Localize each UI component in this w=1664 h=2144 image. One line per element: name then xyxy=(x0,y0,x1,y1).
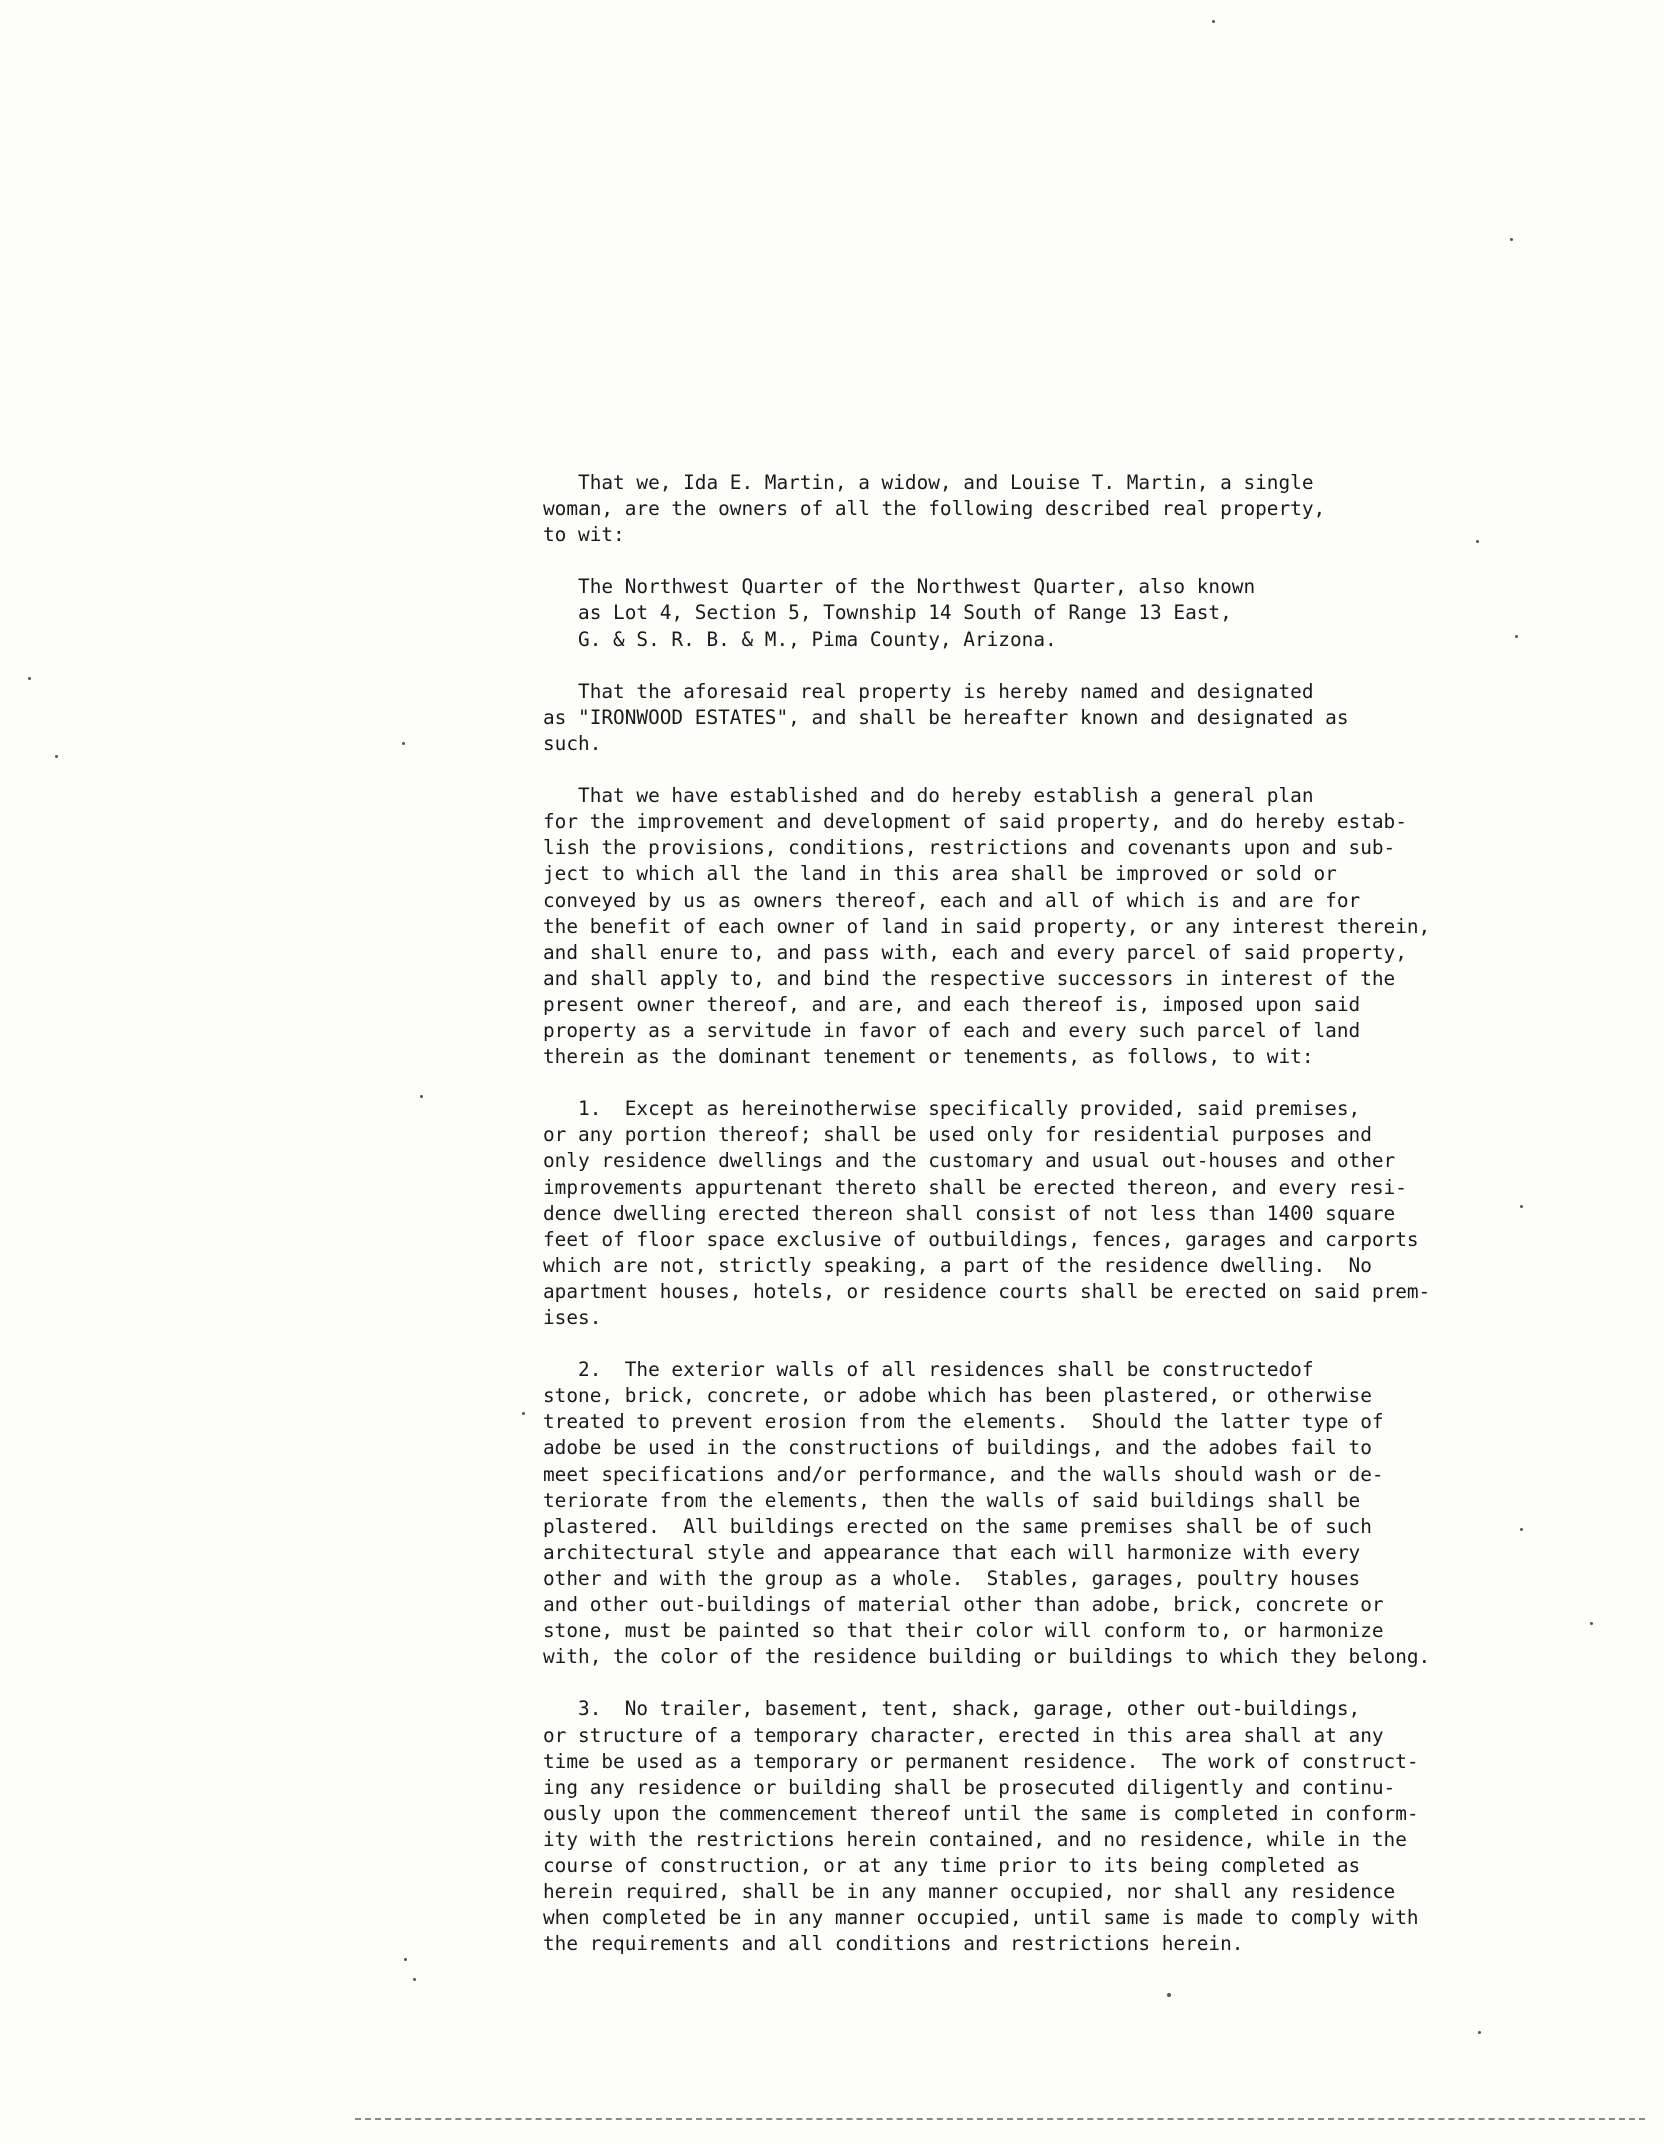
paragraph xyxy=(543,470,1543,548)
text-line: apartment houses, hotels, or residence courts shall be erected on said prem- xyxy=(543,1279,1431,1303)
text-line: 3. No trailer, basement, tent, shack, garage, other out-buildings, xyxy=(543,1697,1361,1721)
text-line: herein required, shall be in any manner occupied, nor shall any residence xyxy=(543,1880,1396,1904)
text-line: to wit: xyxy=(543,523,625,547)
paragraph xyxy=(543,679,1543,757)
text-line: The Northwest Quarter of the Northwest Quarter, also known xyxy=(543,575,1256,599)
scan-speck xyxy=(522,1412,525,1415)
text-line: treated to prevent erosion from the elements. Should the latter type of xyxy=(543,1410,1384,1434)
text-line: plastered. All buildings erected on the same premises shall be of such xyxy=(543,1514,1372,1538)
text-line: property as a servitude in favor of each and every such parcel of land xyxy=(543,1018,1361,1042)
text-line: and shall apply to, and bind the respective successors in interest of the xyxy=(543,966,1396,990)
text-line: for the improvement and development of said property, and do hereby estab- xyxy=(543,810,1407,834)
paragraph-gap xyxy=(543,1331,1543,1357)
text-line: such. xyxy=(543,731,602,755)
text-line: or any portion thereof; shall be used only for residential purposes and xyxy=(543,1123,1372,1147)
paragraph xyxy=(543,783,1543,1070)
text-line: the benefit of each owner of land in said property, or any interest therein, xyxy=(543,914,1431,938)
text-line: That we have established and do hereby establish a general plan xyxy=(543,784,1314,808)
scan-speck xyxy=(55,755,58,758)
scan-speck xyxy=(1478,2031,1481,2034)
scan-speck xyxy=(28,677,31,680)
text-line: dence dwelling erected thereon shall consist of not less than 1400 square xyxy=(543,1201,1396,1225)
paragraph-gap xyxy=(543,548,1543,574)
text-line: the requirements and all conditions and restrictions herein. xyxy=(543,1932,1244,1956)
paragraph xyxy=(543,1357,1543,1670)
scan-speck xyxy=(1167,1993,1171,1997)
scan-speck xyxy=(420,1095,423,1098)
text-line: woman, are the owners of all the following described real property, xyxy=(543,497,1326,521)
scan-speck xyxy=(413,1978,416,1981)
text-line: That the aforesaid real property is hereby named and designated xyxy=(543,679,1314,703)
text-line: That we, Ida E. Martin, a widow, and Louise T. Martin, a single xyxy=(543,471,1314,494)
document-body xyxy=(543,470,1543,1957)
text-line: teriorate from the elements, then the walls of said buildings shall be xyxy=(543,1488,1361,1512)
scan-speck xyxy=(1520,1528,1523,1531)
text-line: therein as the dominant tenement or tenements, as follows, to wit: xyxy=(543,1045,1314,1069)
scan-speck xyxy=(404,1958,407,1961)
scan-speck xyxy=(1476,540,1479,543)
text-line: ing any residence or building shall be prosecuted diligently and continu- xyxy=(543,1775,1396,1799)
text-line: adobe be used in the constructions of buildings, and the adobes fail to xyxy=(543,1436,1372,1460)
paragraph xyxy=(543,1696,1543,1957)
scan-speck xyxy=(1212,20,1215,23)
text-line: when completed be in any manner occupied, until same is made to comply with xyxy=(543,1906,1419,1930)
text-line: only residence dwellings and the customary and usual out-houses and other xyxy=(543,1149,1396,1173)
text-line: and shall enure to, and pass with, each and every parcel of said property, xyxy=(543,940,1407,964)
text-line: ously upon the commencement thereof until the same is completed in conform- xyxy=(543,1801,1419,1825)
paragraph-gap xyxy=(543,653,1543,679)
text-line: or structure of a temporary character, erected in this area shall at any xyxy=(543,1723,1384,1747)
text-line: with, the color of the residence building or buildings to which they belong. xyxy=(543,1645,1431,1669)
text-line: improvements appurtenant thereto shall be erected thereon, and every resi- xyxy=(543,1175,1407,1199)
text-line: stone, brick, concrete, or adobe which has been plastered, or otherwise xyxy=(543,1384,1372,1408)
text-line: architectural style and appearance that each will harmonize with every xyxy=(543,1540,1361,1564)
bottom-rule xyxy=(355,2118,1645,2120)
scan-speck xyxy=(1590,1622,1593,1625)
text-line: 1. Except as hereinotherwise specifically provided, said premises, xyxy=(543,1097,1361,1121)
text-line: meet specifications and/or performance, and the walls should wash or de- xyxy=(543,1462,1384,1486)
text-line: ity with the restrictions herein contained, and no residence, while in the xyxy=(543,1827,1407,1851)
scan-speck xyxy=(1520,1205,1523,1208)
scan-speck xyxy=(1515,635,1518,638)
text-line: stone, must be painted so that their color will conform to, or harmonize xyxy=(543,1619,1384,1643)
text-line: lish the provisions, conditions, restrictions and covenants upon and sub- xyxy=(543,836,1396,860)
text-line: present owner thereof, and are, and each thereof is, imposed upon said xyxy=(543,992,1361,1016)
text-line: other and with the group as a whole. Stables, garages, poultry houses xyxy=(543,1566,1361,1590)
text-line: conveyed by us as owners thereof, each and all of which is and are for xyxy=(543,888,1361,912)
scan-speck xyxy=(1510,238,1513,241)
text-line: and other out-buildings of material other than adobe, brick, concrete or xyxy=(543,1593,1384,1617)
text-line: as "IRONWOOD ESTATES", and shall be hereafter known and designated as xyxy=(543,705,1349,729)
paragraph-gap xyxy=(543,1070,1543,1096)
paragraph-gap xyxy=(543,1670,1543,1696)
paragraph-gap xyxy=(543,757,1543,783)
text-line: G. & S. R. B. & M., Pima County, Arizona. xyxy=(543,627,1057,651)
text-line: ises. xyxy=(543,1306,602,1329)
paragraph xyxy=(543,574,1543,652)
text-line: as Lot 4, Section 5, Township 14 South of Range 13 East, xyxy=(543,601,1232,625)
text-line: 2. The exterior walls of all residences shall be constructedof xyxy=(543,1358,1314,1382)
paragraph xyxy=(543,1096,1543,1331)
text-line: time be used as a temporary or permanent residence. The work of construct- xyxy=(543,1749,1419,1773)
scan-speck xyxy=(402,742,405,745)
text-line: feet of floor space exclusive of outbuildings, fences, garages and carports xyxy=(543,1227,1419,1251)
text-line: which are not, strictly speaking, a part of the residence dwelling. No xyxy=(543,1253,1372,1277)
text-line: course of construction, or at any time prior to its being completed as xyxy=(543,1853,1361,1877)
text-line: ject to which all the land in this area shall be improved or sold or xyxy=(543,862,1337,886)
